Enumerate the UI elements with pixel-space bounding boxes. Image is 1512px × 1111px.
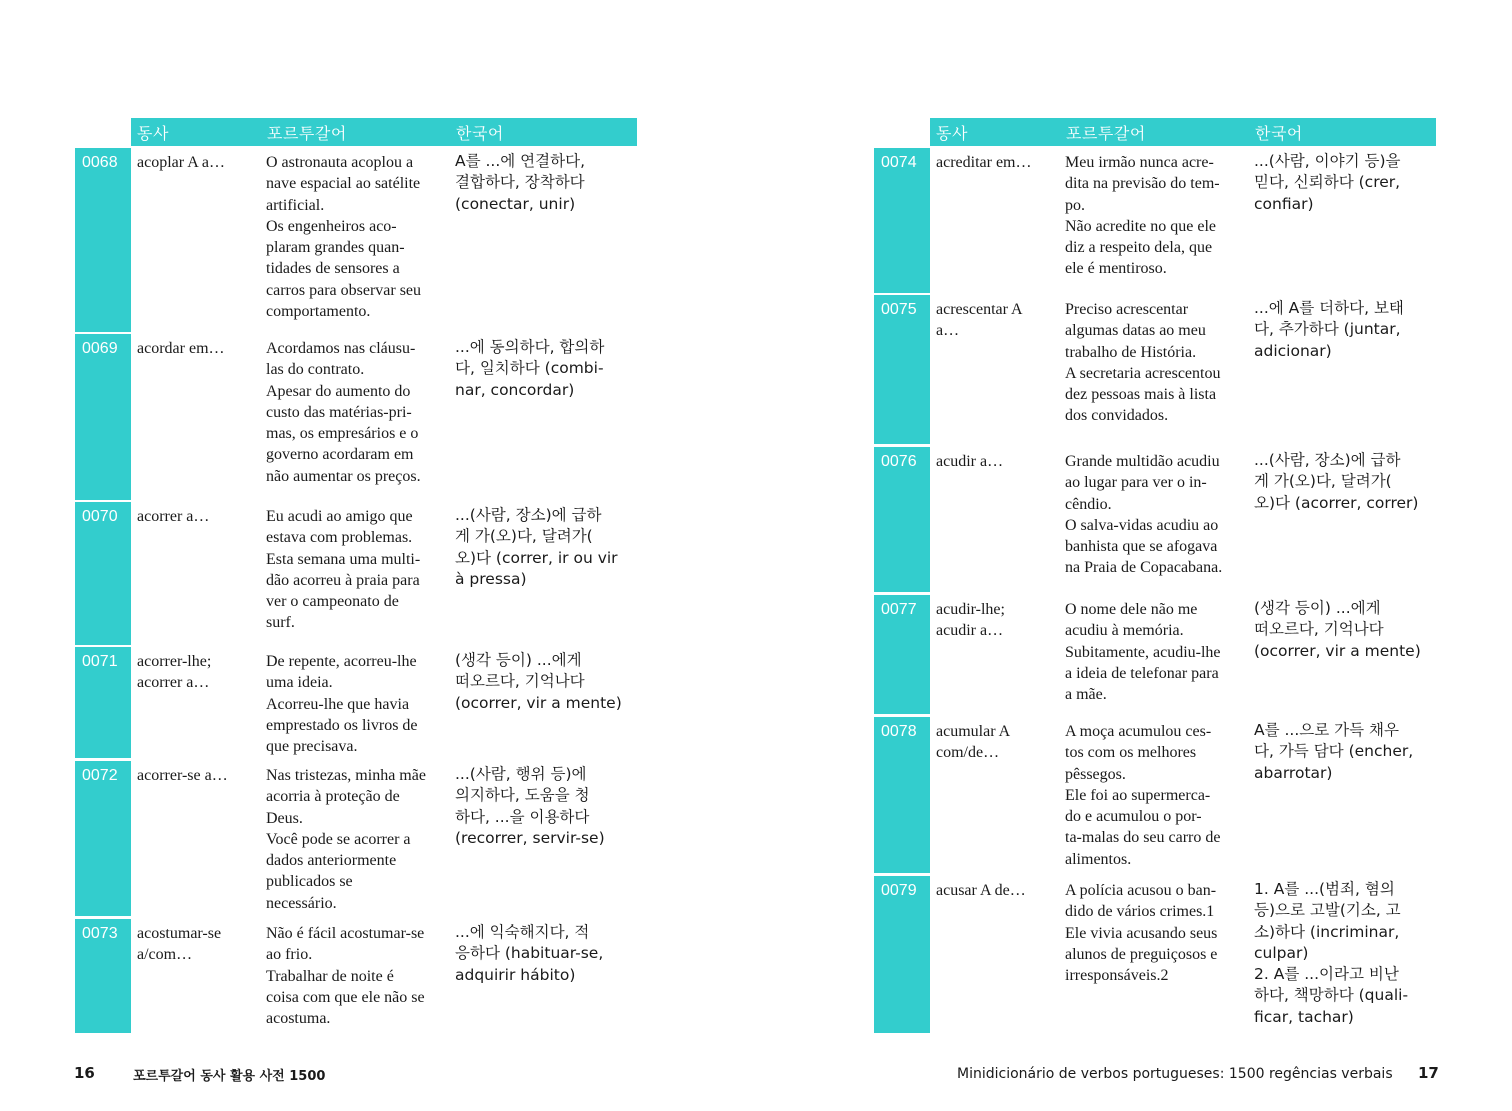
entry-number-tab bbox=[75, 334, 131, 500]
entry-korean-meaning: (생각 등이) ...에게 떠오르다, 기억나다 (ocorrer, vir a mente) bbox=[455, 651, 622, 712]
right-running-title: Minidicionário de verbos portugueses: 1500 regências verbais bbox=[957, 1066, 1393, 1082]
entry-number-tab bbox=[874, 595, 930, 714]
entry-verb: acorrer a… bbox=[137, 508, 210, 525]
entry-number-tab bbox=[75, 148, 131, 332]
entry-row bbox=[874, 447, 1436, 592]
entry-verb: acudir-lhe; acudir a… bbox=[936, 601, 1005, 640]
entry-number-tab bbox=[874, 717, 930, 873]
entry-verb: acorrer-lhe; acorrer a… bbox=[137, 653, 212, 692]
left-running-title: 포르투갈어 동사 활용 사전 1500 bbox=[133, 1069, 326, 1084]
entry-number-tab bbox=[874, 876, 930, 1033]
entry-number: 0068 bbox=[82, 154, 118, 171]
entry-number: 0079 bbox=[881, 882, 917, 899]
entry-number-tab bbox=[874, 148, 930, 293]
entry-korean-meaning: A를 ...으로 가득 채우 다, 가득 담다 (encher, abarrotar) bbox=[1254, 721, 1414, 782]
entry-portuguese-example: Acordamos nas cláusu- las do contrato. Apesar do aumento do custo das matérias-pri- mas, os empresários e o governo acordaram em não aumentar os preços. bbox=[266, 340, 421, 485]
entry-portuguese-example: Nas tristezas, minha mãe acorria à proteção de Deus. Você pode se acorrer a dados anteriormente publicados se necessário. bbox=[266, 767, 426, 912]
entry-number-tab bbox=[75, 647, 131, 758]
entry-korean-meaning: ...(사람, 장소)에 급하 게 가(오)다, 달려가( 오)다 (acorrer, correr) bbox=[1254, 451, 1419, 512]
table-header bbox=[75, 118, 637, 146]
left-page-number: 16 bbox=[74, 1064, 95, 1082]
entry-portuguese-example: Grande multidão acudiu ao lugar para ver o in- cêndio. O salva-vidas acudiu ao banhista que se afogava na Praia de Copacabana. bbox=[1065, 453, 1223, 577]
entry-verb: acreditar em… bbox=[936, 154, 1032, 171]
entry-verb: acorrer-se a… bbox=[137, 767, 228, 784]
left-page bbox=[75, 118, 637, 1028]
header-verb: 동사 bbox=[137, 124, 169, 143]
entry-number-tab bbox=[75, 502, 131, 645]
entry-number: 0069 bbox=[82, 340, 118, 357]
entry-number: 0070 bbox=[82, 508, 118, 525]
entry-portuguese-example: Preciso acrescentar algumas datas ao meu trabalho de História. A secretaria acrescentou dez pessoas mais à lista dos convidados. bbox=[1065, 301, 1221, 425]
entry-korean-meaning: ...(사람, 행위 등)에 의지하다, 도움을 청 하다, ...을 이용하다 (recorrer, servir-se) bbox=[455, 765, 605, 847]
entry-row bbox=[75, 647, 637, 758]
entry-row bbox=[75, 502, 637, 645]
entry-row bbox=[874, 148, 1436, 293]
entry-portuguese-example: Meu irmão nunca acre- dita na previsão do tem- po. Não acredite no que ele diz a respeito dela, que ele é mentiroso. bbox=[1065, 154, 1220, 278]
entry-korean-meaning: 1. A를 ...(범죄, 혐의 등)으로 고발(기소, 고 소)하다 (incriminar, culpar) 2. A를 ...이라고 비난 하다, 책망하다 (quali- ficar, tachar) bbox=[1254, 880, 1409, 1026]
entry-number-tab bbox=[75, 919, 131, 1033]
header-verb: 동사 bbox=[936, 124, 968, 143]
table-header bbox=[874, 118, 1436, 146]
entry-number-tab bbox=[874, 447, 930, 592]
header-korean: 한국어 bbox=[1255, 124, 1303, 143]
entry-number: 0072 bbox=[82, 767, 118, 784]
entry-number: 0073 bbox=[82, 925, 118, 942]
header-bar bbox=[131, 118, 637, 146]
entry-verb: acordar em… bbox=[137, 340, 225, 357]
entry-portuguese-example: Não é fácil acostumar-se ao frio. Trabalhar de noite é coisa com que ele não se acostuma. bbox=[266, 925, 425, 1028]
entry-row bbox=[75, 334, 637, 500]
entry-korean-meaning: ...(사람, 이야기 등)을 믿다, 신뢰하다 (crer, confiar) bbox=[1254, 152, 1401, 213]
entry-portuguese-example: Eu acudi ao amigo que estava com problemas. Esta semana uma multi- dão acorreu à praia para ver o campeonato de surf. bbox=[266, 508, 421, 632]
entry-row bbox=[75, 761, 637, 916]
entry-number: 0076 bbox=[881, 453, 917, 470]
right-page-number: 17 bbox=[1418, 1064, 1439, 1082]
entry-portuguese-example: A polícia acusou o ban- dido de vários crimes.1 Ele vivia acusando seus alunos de preguiçosos e irresponsáveis.2 bbox=[1065, 882, 1218, 985]
entry-number-tab bbox=[75, 761, 131, 916]
entry-portuguese-example: O astronauta acoplou a nave espacial ao satélite artificial. Os engenheiros aco- plaram grandes quan- tidades de sensores a carros para observar seu comportamento. bbox=[266, 154, 422, 321]
entry-korean-meaning: ...에 A를 더하다, 보태 다, 추가하다 (juntar, adicionar) bbox=[1254, 299, 1404, 360]
right-page bbox=[874, 118, 1436, 1026]
entry-korean-meaning: (생각 등이) ...에게 떠오르다, 기억나다 (ocorrer, vir a mente) bbox=[1254, 599, 1421, 660]
entry-row bbox=[874, 595, 1436, 714]
entry-portuguese-example: A moça acumulou ces- tos com os melhores pêssegos. Ele foi ao supermerca- do e acumulou o por- ta-malas do seu carro de alimentos. bbox=[1065, 723, 1221, 868]
entry-row bbox=[874, 295, 1436, 444]
entry-row bbox=[75, 919, 637, 1033]
entry-portuguese-example: O nome dele não me acudiu à memória. Subitamente, acudiu-lhe a ideia de telefonar para a mãe. bbox=[1065, 601, 1221, 704]
entry-korean-meaning: A를 ...에 연결하다, 결합하다, 장착하다 (conectar, unir) bbox=[455, 152, 586, 213]
entry-row bbox=[75, 148, 637, 332]
entry-korean-meaning: ...에 동의하다, 합의하 다, 일치하다 (combi- nar, concordar) bbox=[455, 338, 605, 399]
entry-verb: acostumar-se a/com… bbox=[137, 925, 222, 964]
header-korean: 한국어 bbox=[456, 124, 504, 143]
entry-verb: acrescentar A a… bbox=[936, 301, 1023, 340]
entry-number: 0077 bbox=[881, 601, 917, 618]
header-portuguese: 포르투갈어 bbox=[267, 124, 347, 143]
entry-number: 0071 bbox=[82, 653, 118, 670]
entry-number: 0074 bbox=[881, 154, 917, 171]
entry-row bbox=[874, 717, 1436, 873]
entry-verb: acumular A com/de… bbox=[936, 723, 1011, 762]
entry-number: 0075 bbox=[881, 301, 917, 318]
entry-number: 0078 bbox=[881, 723, 917, 740]
header-portuguese: 포르투갈어 bbox=[1066, 124, 1146, 143]
entry-korean-meaning: ...에 익숙해지다, 적 응하다 (habituar-se, adquirir hábito) bbox=[455, 923, 604, 984]
entry-number-tab bbox=[874, 295, 930, 444]
entry-portuguese-example: De repente, acorreu-lhe uma ideia. Acorreu-lhe que havia emprestado os livros de que precisava. bbox=[266, 653, 418, 756]
entry-korean-meaning: ...(사람, 장소)에 급하 게 가(오)다, 달려가( 오)다 (correr, ir ou vir à pressa) bbox=[455, 506, 618, 588]
entry-verb: acudir a… bbox=[936, 453, 1004, 470]
entry-verb: acusar A de… bbox=[936, 882, 1026, 899]
entry-verb: acoplar A a… bbox=[137, 154, 225, 171]
header-bar bbox=[930, 118, 1436, 146]
entry-row bbox=[874, 876, 1436, 1033]
